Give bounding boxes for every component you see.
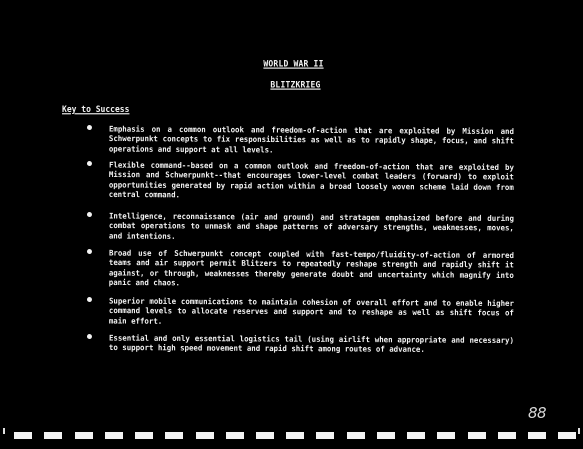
sprocket-hole bbox=[256, 432, 274, 439]
sprocket-hole bbox=[468, 432, 486, 439]
sprocket-hole bbox=[437, 432, 455, 439]
bullet-item bbox=[82, 124, 514, 155]
sprocket-hole bbox=[558, 432, 576, 439]
bullet-icon bbox=[87, 297, 92, 302]
bullet-icon bbox=[87, 125, 92, 130]
sprocket-hole bbox=[347, 432, 365, 439]
bullet-icon bbox=[87, 249, 92, 254]
bullet-text: Broad use of Schwerpunkt concept coupled with fast-tempo/fluidity-of-action of armored teams and air support permit Blitzers to repeatedly reshape strength and rapidly shift it against, or through, weaknesses thereby generate doubt and uncertainty which magnify into panic and chaos. bbox=[108, 248, 514, 288]
bullet-icon bbox=[87, 212, 92, 217]
section-heading: Key to Success bbox=[62, 104, 130, 115]
bullet-text: Emphasis on a common outlook and freedom-of-action that are exploited by Mission and Schwerpunkt concepts to fix responsibilities as well as to rapidly shape, focus, and shift operations and support at all levels. bbox=[108, 124, 514, 155]
document-subtitle: BLITZKRIEG bbox=[270, 79, 321, 90]
sprocket-hole bbox=[165, 432, 183, 439]
document-title: WORLD WAR II bbox=[263, 58, 324, 69]
sprocket-hole bbox=[528, 432, 546, 439]
film-sprocket-strip bbox=[0, 431, 583, 443]
sprocket-hole bbox=[75, 432, 93, 439]
bullet-icon bbox=[87, 161, 92, 166]
bullet-item bbox=[82, 296, 514, 326]
sprocket-hole bbox=[498, 432, 516, 439]
sprocket-hole bbox=[105, 432, 123, 439]
bullet-text: Flexible command--based on a common outlook and freedom-of-action that are exploited by Mission and Schwerpunkt--that encourages lower-level combat leaders (forward) to exploit opportunities generated by rapid action within a broad loosely woven scheme laid down from central command. bbox=[108, 160, 514, 200]
bullet-text: Intelligence, reconnaissance (air and ground) and stratagem emphasized before and during combat operations to unmask and shape patterns of adversary strengths, weaknesses, moves, and intentions. bbox=[108, 211, 514, 241]
sprocket-hole bbox=[377, 432, 395, 439]
bullet-text: Essential and only essential logistics tail (using airlift when appropriate and necessary) to support high speed movement and rapid shift among routes of advance. bbox=[108, 333, 514, 355]
bullet-item bbox=[82, 333, 514, 355]
sprocket-hole bbox=[286, 432, 304, 439]
bullet-icon bbox=[87, 334, 92, 339]
sprocket-hole bbox=[407, 432, 425, 439]
bullet-item bbox=[82, 211, 514, 241]
bullet-item bbox=[82, 248, 514, 288]
sprocket-hole bbox=[135, 432, 153, 439]
bullet-item bbox=[82, 160, 514, 200]
sprocket-hole bbox=[14, 432, 32, 439]
bullet-text: Superior mobile communications to maintain cohesion of overall effort and to enable higher command levels to allocate reserves and support and to reshape as well as shift focus of main effort. bbox=[108, 296, 514, 326]
sprocket-hole bbox=[44, 432, 62, 439]
sprocket-hole bbox=[226, 432, 244, 439]
sprocket-hole bbox=[196, 432, 214, 439]
page-number: 88 bbox=[528, 404, 547, 422]
sprocket-hole bbox=[316, 432, 334, 439]
